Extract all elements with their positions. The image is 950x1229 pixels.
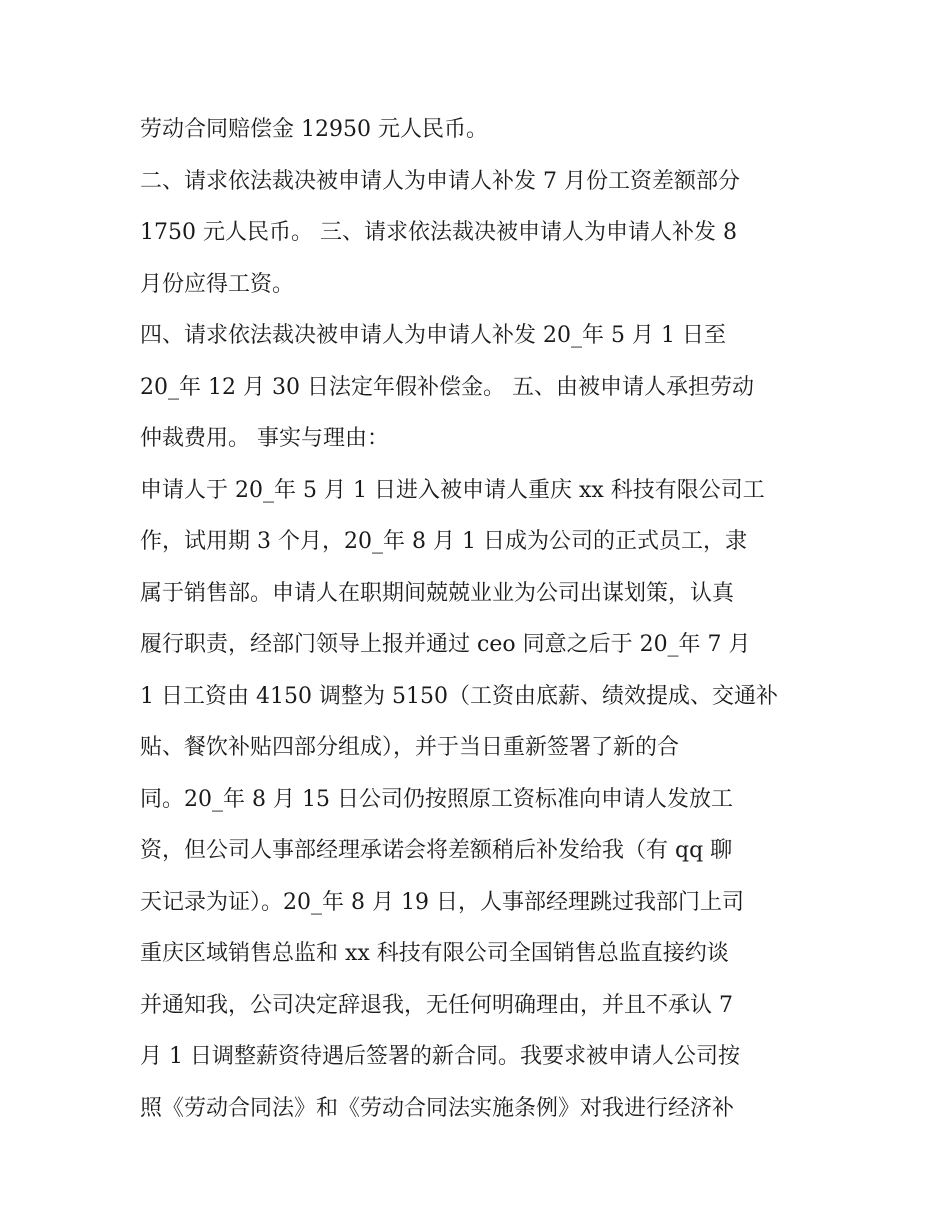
text-line: 照《劳动合同法》和《劳动合同法实施条例》对我进行经济补 [140,1095,735,1121]
text-line: 重庆区域销售总监和 xx 科技有限公司全国销售总监直接约谈 [140,941,729,966]
text-line: 1 日工资由 4150 调整为 5150（工资由底薪、绩效提成、交通补 [140,683,778,709]
text-line: 同。20_年 8 月 15 日公司仍按照原工资标准向申请人发放工 [140,786,733,812]
text-line: 仲裁费用。 事实与理由： [140,426,389,451]
text-line: 四、请求依法裁决被申请人为申请人补发 20_年 5 月 1 日至 [140,323,726,348]
text-line: 并通知我，公司决定辞退我，无任何明确理由，并且不承认 7 [140,992,733,1018]
text-line: 履行职责，经部门领导上报并通过 ceo 同意之后于 20_年 7 月 [140,632,751,657]
text-line: 贴、餐饮补贴四部分组成），并于当日重新签署了新的合 [140,735,680,760]
text-line: 资，但公司人事部经理承诺会将差额稍后补发给我（有 qq 聊 [140,838,733,863]
text-line: 劳动合同赔偿金 12950 元人民币。 [140,117,488,142]
document-body [140,104,820,1134]
text-line: 属于销售部。申请人在职期间兢兢业业为公司出谋划策，认真 [140,580,735,606]
text-line: 申请人于 20_年 5 月 1 日进入被申请人重庆 xx 科技有限公司工 [140,477,765,503]
text-line: 月 1 日调整薪资待遇后签署的新合同。我要求被申请人公司按 [140,1044,740,1069]
text-line: 月份应得工资。 [140,271,295,297]
text-line: 20_年 12 月 30 日法定年假补偿金。 五、由被申请人承担劳动 [140,374,754,400]
text-line: 1750 元人民币。 三、请求依法裁决被申请人为申请人补发 8 [140,220,737,245]
text-line: 天记录为证）。20_年 8 月 19 日，人事部经理跳过我部门上司 [140,889,744,915]
text-line: 作，试用期 3 个月，20_年 8 月 1 日成为公司的正式员工，隶 [140,529,747,554]
text-line: 二、请求依法裁决被申请人为申请人补发 7 月份工资差额部分 [140,168,740,194]
